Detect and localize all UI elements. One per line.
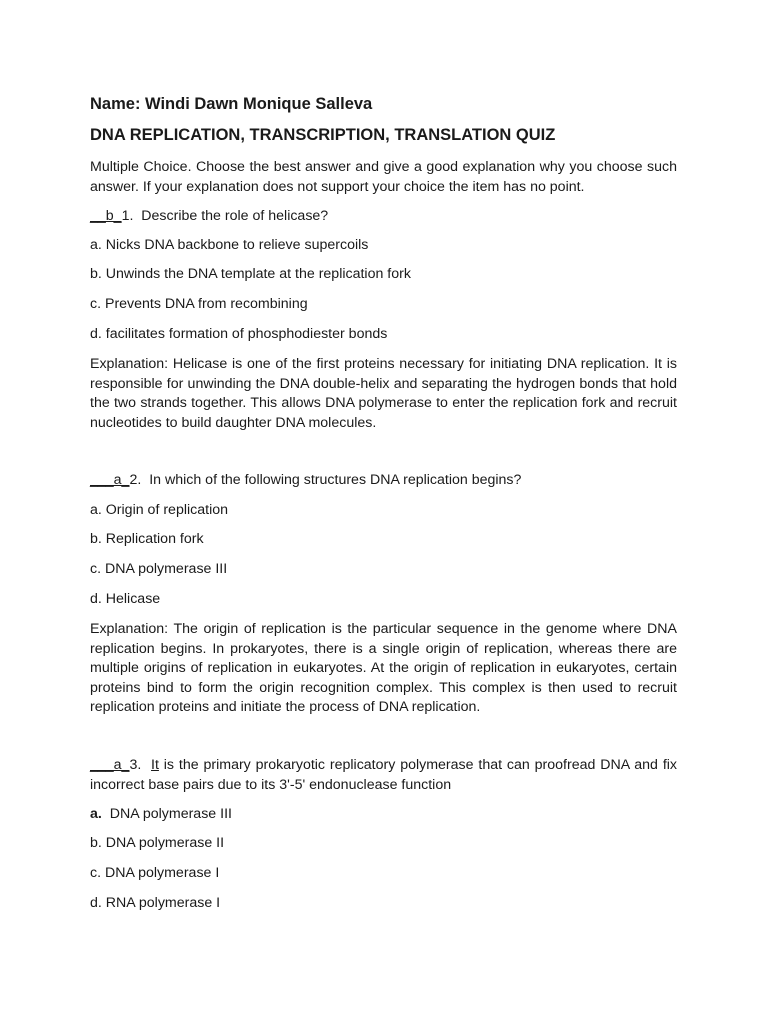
q3-option-b: b. DNA polymerase II <box>90 835 225 851</box>
q2-option-d: d. Helicase <box>90 591 161 607</box>
q2-option-c: c. DNA polymerase III <box>90 561 228 577</box>
question-number-3: 3. <box>129 757 142 773</box>
q3-option-a <box>90 805 232 825</box>
q1-option-d: d. facilitates formation of phosphodiester bonds <box>90 326 388 342</box>
q3-option-c: c. DNA polymerase I <box>90 865 220 881</box>
q1-option-b: b. Unwinds the DNA template at the replication fork <box>90 266 411 282</box>
question-stem-3-underlined: It <box>151 757 159 773</box>
question-number-2: 2. <box>129 472 142 488</box>
question-stem-2: In which of the following structures DNA replication begins? <box>149 472 522 488</box>
q2-option-b: b. Replication fork <box>90 531 204 547</box>
answer-blank-1: __b_ <box>90 208 122 224</box>
q1-option-a: a. Nicks DNA backbone to relieve supercoils <box>90 237 369 253</box>
q3-option-a-letter: a. <box>90 806 102 822</box>
question-2 <box>90 471 521 491</box>
question-number-1: 1. <box>121 208 134 224</box>
q2-option-a: a. Origin of replication <box>90 502 229 518</box>
question-stem-3: is the primary prokaryotic replicatory polymerase that can proofread DNA and fix incorrect base pairs due to its 3'-5' endonuclease function <box>90 757 678 793</box>
question-3 <box>90 756 677 795</box>
instructions: Multiple Choice. Choose the best answer and give a good explanation why you choose such answer. If your explanation does not support your choice the item has no point. <box>90 159 677 195</box>
quiz-title: DNA REPLICATION, TRANSCRIPTION, TRANSLATION QUIZ <box>90 126 556 144</box>
question-stem-1: Describe the role of helicase? <box>141 208 329 224</box>
q1-explanation: Explanation: Helicase is one of the first proteins necessary for initiating DNA replication. It is responsible for unwinding the DNA double-helix and separating the hydrogen bonds that hold the two strands together. This allows DNA polymerase to enter the replication fork and recruit nucleotides to build daughter DNA molecules. <box>90 356 677 431</box>
question-1 <box>90 207 328 227</box>
q3-option-d: d. RNA polymerase I <box>90 895 221 911</box>
answer-blank-2: ___a_ <box>90 472 130 488</box>
q1-option-c: c. Prevents DNA from recombining <box>90 296 308 312</box>
q3-option-a-text: DNA polymerase III <box>109 806 232 822</box>
q2-explanation: Explanation: The origin of replication is the particular sequence in the genome where DNA replication begins. In prokaryotes, there is a single origin of replication, whereas there are multiple origins of replication in eukaryotes. At the origin of replication in eukaryotes, certain proteins bind to form the origin recognition complex. This complex is then used to recruit replication proteins and initiate the process of DNA replication. <box>90 621 677 715</box>
student-name: Name: Windi Dawn Monique Salleva <box>90 95 373 113</box>
answer-blank-3: ___a_ <box>90 757 130 773</box>
